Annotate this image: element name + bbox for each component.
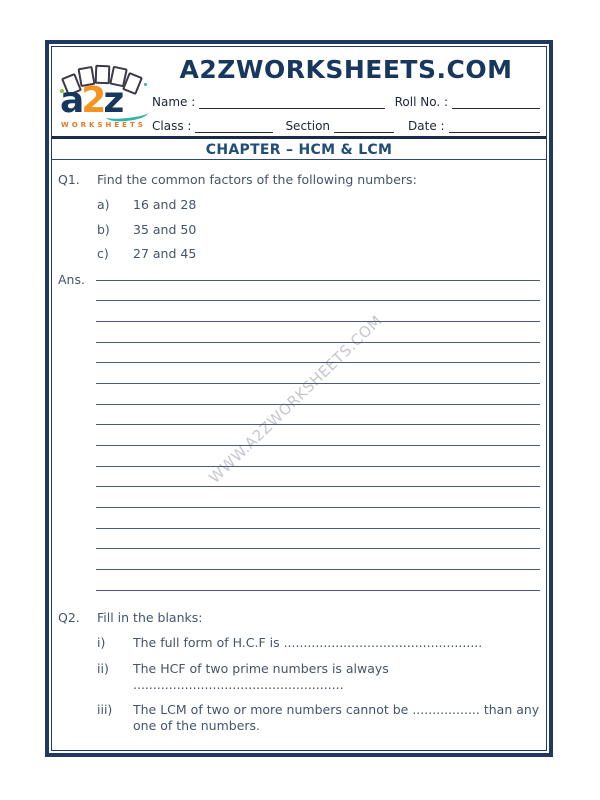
question-2-item-i (58, 635, 540, 651)
page-inner-frame (51, 46, 547, 751)
roll-no-blank-line (452, 95, 540, 109)
item-b-text: 35 and 50 (133, 221, 197, 237)
header (52, 47, 546, 136)
page-frame (45, 40, 553, 757)
answer-line (96, 529, 540, 550)
answer-line (96, 549, 540, 570)
question-1-text: Find the common factors of the following numbers: (97, 172, 417, 187)
name-blank-line (199, 95, 384, 109)
item-c-label: c) (97, 246, 109, 261)
logo-letter-2: 2 (81, 80, 104, 121)
question-1-number: Q1. (58, 172, 80, 187)
watermark: WWW.A2ZWORKSHEETS.COM (205, 311, 386, 487)
item-a-text: 16 and 28 (133, 197, 197, 212)
class-label: Class : (152, 119, 192, 133)
answer-line (96, 405, 540, 426)
name-label: Name : (152, 95, 196, 109)
answer-lines (96, 272, 540, 591)
question-1-item-a (58, 197, 540, 213)
question-2-item-ii (58, 661, 540, 692)
question-2-item-iii (58, 702, 540, 733)
answer-line (96, 446, 540, 467)
answer-line (96, 281, 540, 302)
item-a-label: a) (97, 197, 110, 212)
student-info-fields (152, 93, 540, 133)
question-1 (58, 172, 540, 188)
answer-line (96, 425, 540, 446)
site-logo (60, 63, 154, 133)
answer-line (96, 272, 540, 281)
question-2-text: Fill in the blanks: (97, 609, 203, 625)
section-label: Section (285, 119, 331, 133)
answer-line (96, 487, 540, 508)
answer-line (96, 508, 540, 529)
logo-worksheets-caption: WORKSHEETS (61, 121, 146, 129)
roll-no-label: Roll No. : (394, 95, 448, 109)
date-label: Date : (408, 119, 445, 133)
class-blank-line (195, 119, 273, 133)
question-1-item-b (58, 222, 540, 238)
item-iii-text: The LCM of two or more numbers cannot be ................. than any one of the numbers. (133, 702, 540, 733)
question-2-number: Q2. (58, 609, 80, 625)
confetti-dot-icon (144, 83, 147, 86)
worksheet-body (52, 172, 546, 733)
item-i-label: i) (97, 634, 106, 650)
answer-line (96, 570, 540, 591)
answer-section (58, 272, 540, 591)
answer-line (96, 467, 540, 488)
answer-line (96, 322, 540, 343)
fields-row-1 (152, 93, 540, 109)
chapter-divider (52, 159, 546, 160)
date-blank-line (449, 119, 540, 133)
question-1-item-c (58, 246, 540, 262)
answer-line (96, 301, 540, 322)
answer-label: Ans. (58, 271, 85, 287)
chapter-title: CHAPTER – HCM & LCM (205, 142, 393, 158)
question-2 (58, 610, 540, 626)
answer-line (96, 384, 540, 405)
answer-line (96, 343, 540, 364)
item-i-text: The full form of H.C.F is .................................................. (133, 634, 483, 650)
section-blank-line (334, 119, 394, 133)
site-title: A2ZWORKSHEETS.COM (179, 55, 513, 84)
logo-letter-a: a (60, 80, 82, 121)
item-b-label: b) (97, 221, 110, 237)
logo-letter-z: z (103, 80, 122, 121)
item-ii-text: The HCF of two prime numbers is always ..................................................... (133, 661, 389, 692)
answer-line (96, 363, 540, 384)
item-iii-label: iii) (97, 702, 113, 718)
item-ii-label: ii) (97, 661, 109, 677)
item-c-text: 27 and 45 (133, 246, 197, 261)
fields-row-2 (152, 117, 540, 133)
